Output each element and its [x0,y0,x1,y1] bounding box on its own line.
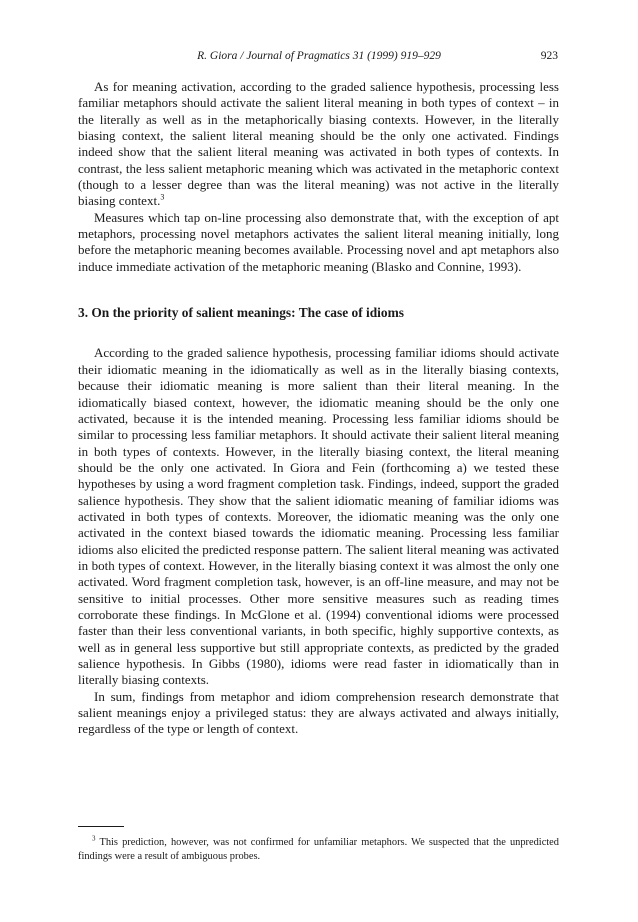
body-paragraph: Measures which tap on-line processing also demonstrate that, with the exception of apt metaphors, processing novel metaphors activates the salient literal meaning initially, long before the metaphoric meaning becomes available. Processing novel and apt metaphors also induce immediate activation of the metaphoric meaning (Blasko and Connine, 1993). [78,209,559,274]
page-number: 923 [540,50,558,62]
footnote [78,836,559,864]
footnote-text: This prediction, however, was not confirmed for unfamiliar metaphors. We suspected that the unpredicted findings were a result of ambiguous probes. [78,837,559,862]
body-paragraph: According to the graded salience hypothesis, processing familiar idioms should activate their idiomatic meaning in the idiomatically as well as in the literally biasing contexts, because their idiomatic meaning is more salient than their literal meaning. In the idiomatically biased context, however, the idiomatic meaning should be the only one activated, because it is the intended meaning. Processing less familiar idioms should be similar to processing less familiar metaphors. It should activate their salient literal meaning in both types of contexts. However, in the literally biasing context, the literal meaning should be the only one activated. In Giora and Fein (forthcoming a) we tested these hypotheses by using a word fragment completion task. Findings, indeed, support the graded salience hypothesis. They show that the salient idiomatic meaning of familiar idioms was activated in both types of contexts. Moreover, the idiomatic meaning was the only one activated in the context biased towards the idiomatic meaning. Processing less familiar idioms also elicited the predicted response pattern. The salient literal meaning was activated in both types of context. However, in the literally biasing context it was almost the only one activated. Word fragment completion task, however, is an off-line measure, and may not be sensitive to initial processes. Other more sensitive measures such as reading times corroborate these findings. In McGlone et al. (1994) conventional idioms were processed faster than their less conventional variants, in both specific, highly supportive contexts, as well as in general less supportive but still appropriate contexts, as predicted by the graded salience hypothesis. In Gibbs (1980), idioms were read faster in idiomatically than in literally biasing contexts. [78,345,559,688]
section-heading: 3. On the priority of salient meanings: The case of idioms [78,305,404,321]
body-paragraph: As for meaning activation, according to the graded salience hypothesis, processing less familiar metaphors should activate the salient literal meaning in both types of context – in the literally as well as in the metaphorically biasing contexts. However, in the literally biasing context, the salient literal meaning should be the only one activated. Findings indeed show that the salient literal meaning was activated in both types of contexts. In contrast, the less salient metaphoric meaning which was activated in the metaphoric context (though to a lesser degree than was the literal meaning) was not active in the literally biasing context.$^3$ [78,79,559,209]
footnote-reference: 3 [160,193,165,203]
body-paragraph: In sum, findings from metaphor and idiom comprehension research demonstrate that salient meanings enjoy a privileged status: they are always activated and always initially, regardless of the type or length of context. [78,688,559,737]
footnote-divider [78,826,124,827]
running-head [80,48,558,64]
running-head-text: R. Giora / Journal of Pragmatics 31 (1999) 919–929 [197,50,441,62]
footnote-marker: 3 [92,834,96,843]
article-body [78,79,559,738]
